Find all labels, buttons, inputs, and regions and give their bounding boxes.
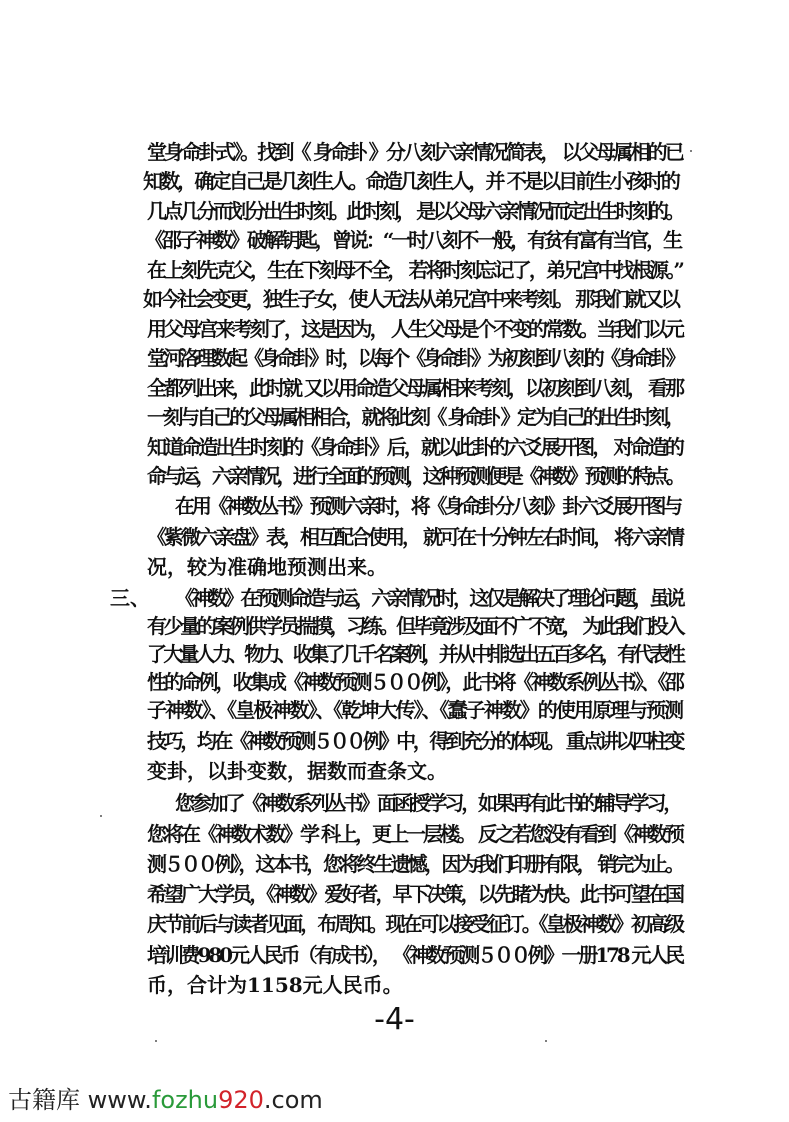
text-line: 在上刻先克父，生在下刻母不全， 若将时刻忘记了，弟兄宫中找根源。” <box>147 258 682 282</box>
text-line: 一刻与自己的父母属相相合，就将此刻《 身命卦 》定为自己的出生时刻， <box>147 405 682 429</box>
scan-speck <box>690 150 692 152</box>
text-line: 了大量人力、物力、收集了几千名案例，并从中排选出五百多名，有代表性 <box>147 642 682 666</box>
text-line: 堂河洛理数起《身命卦》时，以每个《身命卦》为初刻到八刻的《身命卦》 <box>147 346 682 370</box>
text-line: 技巧，均在《神数预测５００例》中，得到充分的体现。 重点讲以四柱变 <box>147 729 682 753</box>
text-line: 知道命造出生时刻的《身命卦》后，就以此卦的六爻展开图， 对命造的 <box>147 435 682 459</box>
text-line: 您参加了《神数系列丛书》面函授学习，如果再有此书的辅导学习， <box>175 791 680 815</box>
text-line: 变卦，以卦变数，据数而查条文。 <box>147 759 447 783</box>
text-line: 《神数》在预测命造与运，六亲情况时，这仅是解决了理论问题，虽说 <box>175 586 682 610</box>
text-line: 测５００例》，这本书，您将终生遗憾，因为我们印册有限， 销完为止。 <box>147 852 682 876</box>
watermark-prefix: 古籍库 www. <box>8 1086 152 1114</box>
text-line: 用父母宫来考刻了，这是因为， 人生父母是个不变的常数。当我们以元 <box>147 317 682 341</box>
text-line: 币，合计为1158元人民币。 <box>147 973 403 997</box>
text-line: 《邵子神数》破解钥匙，曾说：“一时八刻不一般，有贫有富有当官，生 <box>145 228 680 252</box>
text-line: 况，较为准确地预测出来。 <box>147 555 387 579</box>
watermark-red: 920 <box>218 1086 264 1114</box>
text-line: 您将在《神数术数》学 科上，更上一层楼。 反之若您没有看到《神数预 <box>147 822 682 846</box>
watermark <box>8 1080 323 1115</box>
watermark-green: fozhu <box>151 1086 219 1114</box>
text-line: 有少量的案例供学员揣摸，习练。但毕竟涉及面不广不宽， 为此我们投入 <box>147 614 682 638</box>
text-line: 知数，确定自己是几刻生人。命造几刻生人，并 不是以目前生小孩时的 <box>143 169 678 193</box>
section-marker: 三、 <box>110 586 150 610</box>
text-line: 命与运，六亲情况，进行全面的预测，这种预测便是《神数》预测的特点。 <box>147 464 682 488</box>
scan-speck <box>100 815 102 817</box>
scan-speck <box>545 1040 547 1042</box>
text-line: 如今社会变更，独生子女，使人无法从弟兄宫中来考刻。 那我们就又以 <box>143 287 678 311</box>
text-line: 几点几分而划分出生时刻。此时刻， 是以父母六亲情况而定出生时刻的。 <box>147 199 682 223</box>
watermark-suffix: .com <box>263 1086 323 1114</box>
page-number: -4- <box>374 1002 415 1037</box>
text-line: 庆节前后与读者见面，布周知。现在可以接受征订。《皇极神数》初高级 <box>147 912 682 936</box>
text-line: 性的命例，收集成《神数预测５００例》，此书将《神数系例丛书》、《邵 <box>147 670 682 694</box>
text-line: 子神数》、《皇极神数》、《乾坤大传》、《蠢子神数》的使用原理与预测 <box>147 698 682 722</box>
text-line: 全都列出来，此时就 又以用命造父母属相来考刻，以初刻到八刻， 看那 <box>147 376 682 400</box>
text-line: 希望广大学员，《神数》爱好者，早下决策，以先睹为快。此书可望在国 <box>147 882 682 906</box>
text-line: 在用《神数丛书》预测六亲时，将《身命卦分八刻》卦六爻展开图与 <box>175 494 680 518</box>
scan-speck <box>155 1040 157 1042</box>
text-line: 培训费980元人民币（有成书）， 《神数预测５００例》一册178 元人民 <box>147 943 682 967</box>
text-line: 《紫微六亲盘》表，相互配合使用， 就可在十分钟左右时间， 将六亲情 <box>147 525 682 549</box>
text-line: 堂身命卦式》。找到《 身命卦 》分八刻六亲情况简表， 以父母属相的已 <box>147 140 682 164</box>
